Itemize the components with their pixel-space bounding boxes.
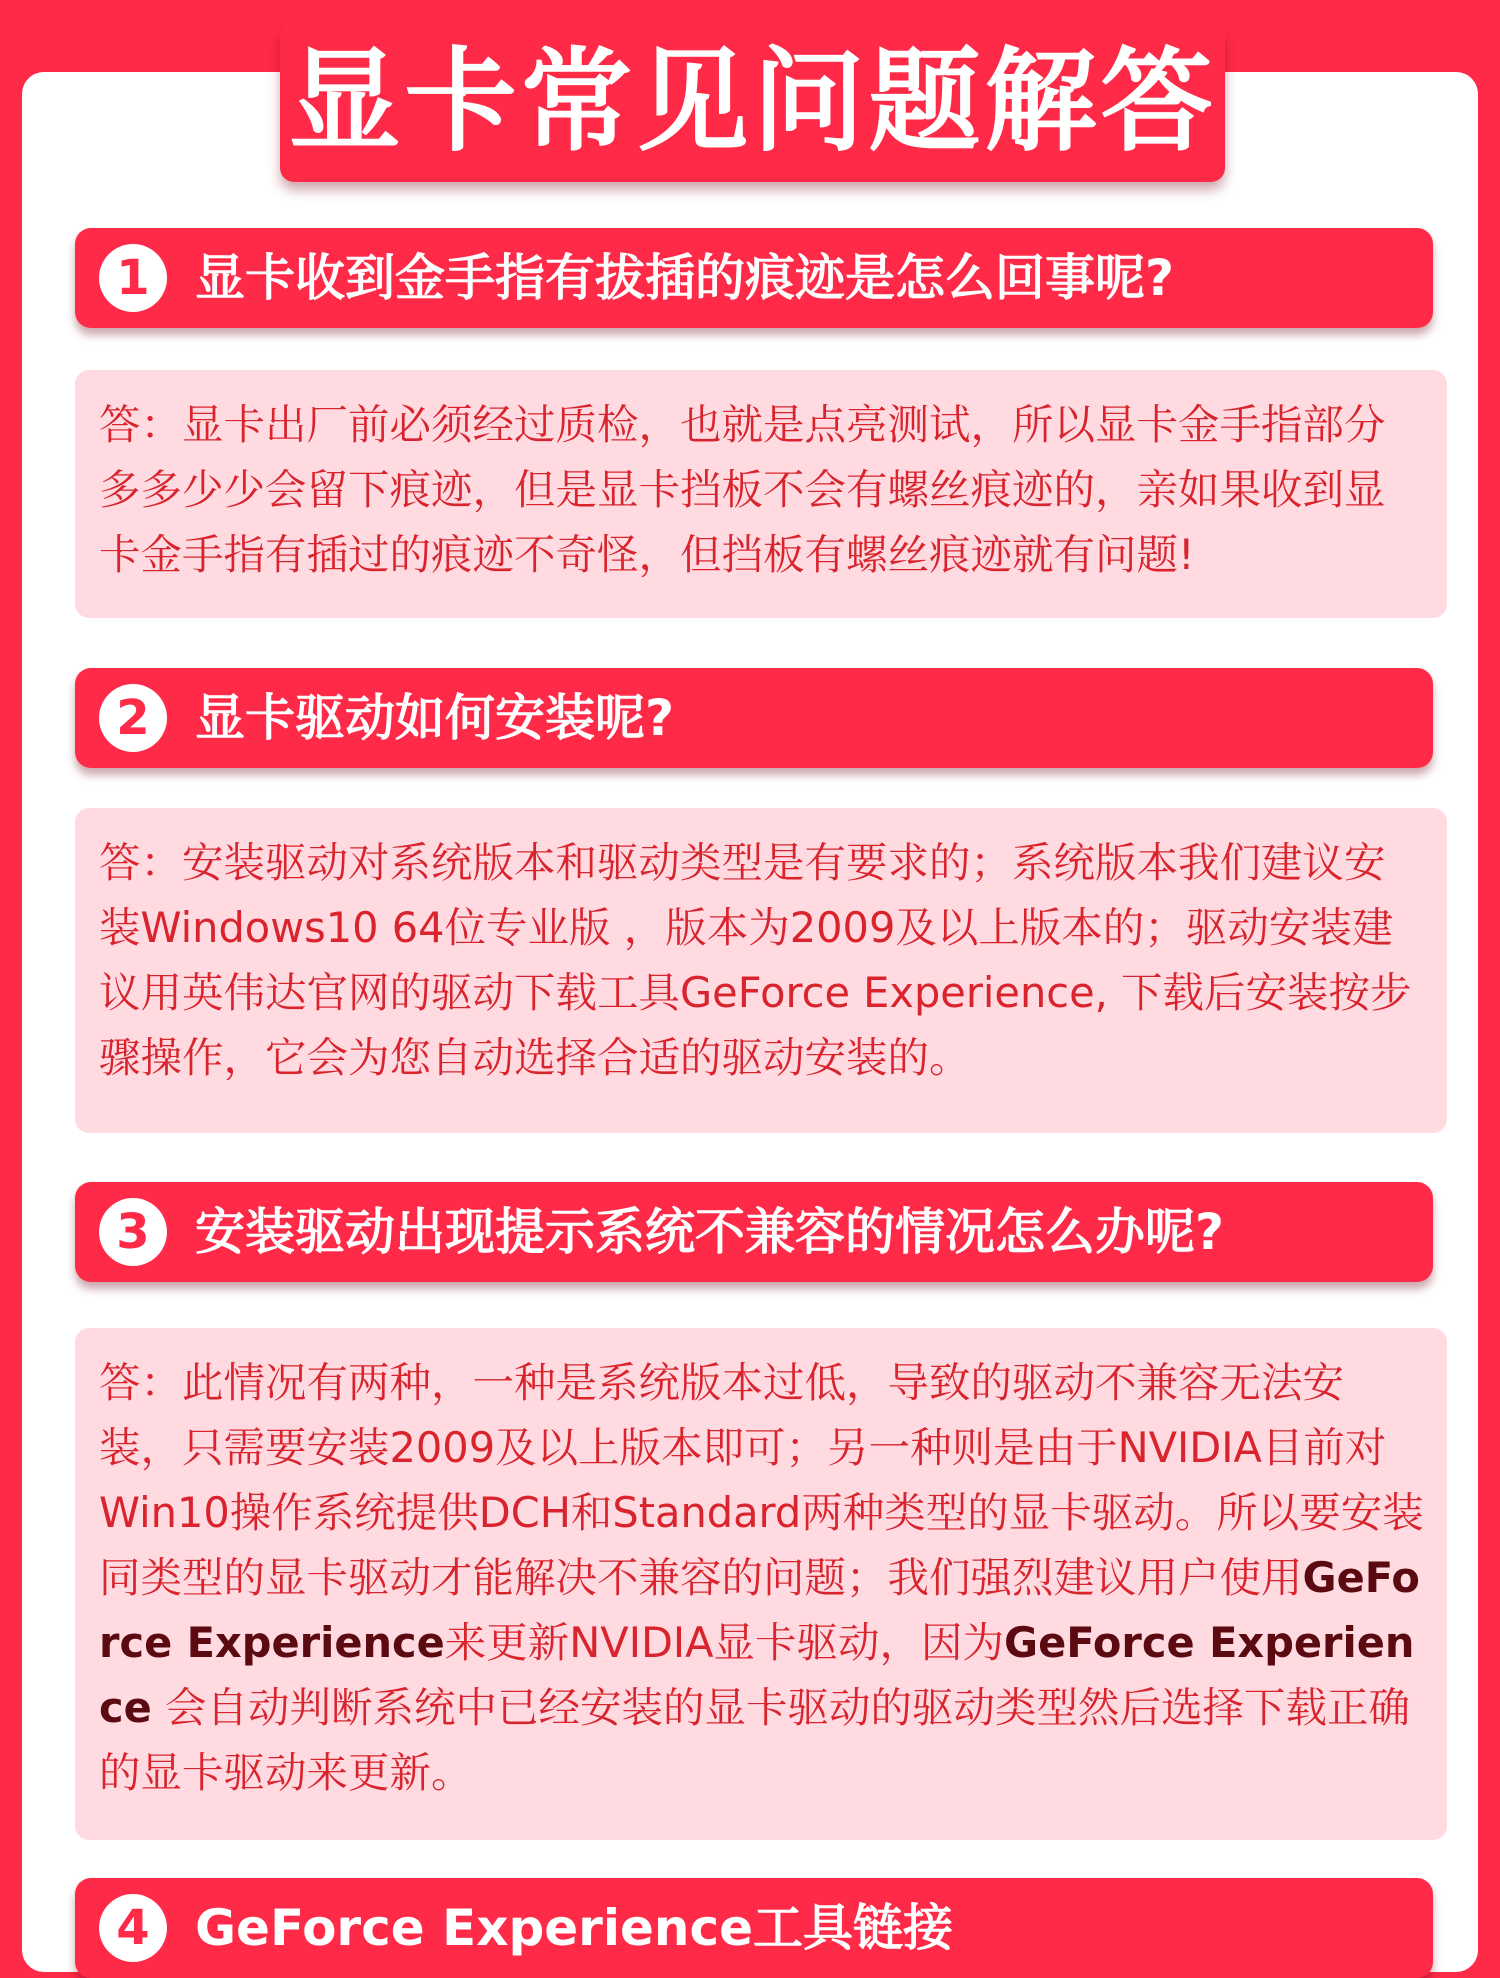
question-bar-4 — [75, 1878, 1433, 1978]
answer-segment: 答：此情况有两种，一种是系统版本过低，导致的驱动不兼容无法安装，只需要安装2009及以上版本即可；另一种则是由于NVIDIA目前对Win10操作系统提供DCH和Standard两种类型的显卡驱动。所以要安装同类型的显卡驱动才能解决不兼容的问题；我们强烈建议用户使用 — [99, 1358, 1424, 1602]
page-title: 显卡常见问题解答 — [288, 37, 1217, 167]
question-bar-2 — [75, 668, 1433, 768]
question-number-badge: 3 — [99, 1198, 167, 1266]
question-number-badge: 4 — [99, 1894, 167, 1962]
question-number-badge: 1 — [99, 244, 167, 312]
question-number-badge: 2 — [99, 684, 167, 752]
answer-box-1 — [75, 370, 1447, 618]
answer-text — [99, 1350, 1425, 1805]
answer-segment: 会自动判断系统中已经安装的显卡驱动的驱动类型然后选择下载正确的显卡驱动来更新。 — [99, 1683, 1410, 1797]
question-bar-3 — [75, 1182, 1433, 1282]
question-text: GeForce Experience工具链接 — [195, 1899, 954, 1957]
answer-highlight: GeForce Experience — [99, 1553, 1420, 1667]
answer-text: 答：安装驱动对系统版本和驱动类型是有要求的；系统版本我们建议安装Windows10 64位专业版 ，版本为2009及以上版本的；驱动安装建议用英伟达官网的驱动下载工具GeForce Experience, 下载后安装按步骤操作，它会为您自动选择合适的驱动安装的。 — [99, 838, 1412, 1082]
answer-text: 答：显卡出厂前必须经过质检，也就是点亮测试，所以显卡金手指部分多多少少会留下痕迹，但是显卡挡板不会有螺丝痕迹的，亲如果收到显卡金手指有插过的痕迹不奇怪，但挡板有螺丝痕迹就有问题! — [99, 400, 1386, 579]
answer-segment: 来更新NVIDIA显卡驱动，因为 — [444, 1618, 1005, 1667]
question-text: 安装驱动出现提示系统不兼容的情况怎么办呢? — [195, 1203, 1225, 1261]
question-text: 显卡驱动如何安装呢? — [195, 689, 675, 747]
answer-highlight: GeForce Experience — [99, 1618, 1415, 1732]
question-bar-1 — [75, 228, 1433, 328]
answer-box-3 — [75, 1328, 1447, 1840]
page-title-banner — [280, 22, 1225, 182]
question-text: 显卡收到金手指有拔插的痕迹是怎么回事呢? — [195, 249, 1175, 307]
answer-box-2 — [75, 808, 1447, 1133]
